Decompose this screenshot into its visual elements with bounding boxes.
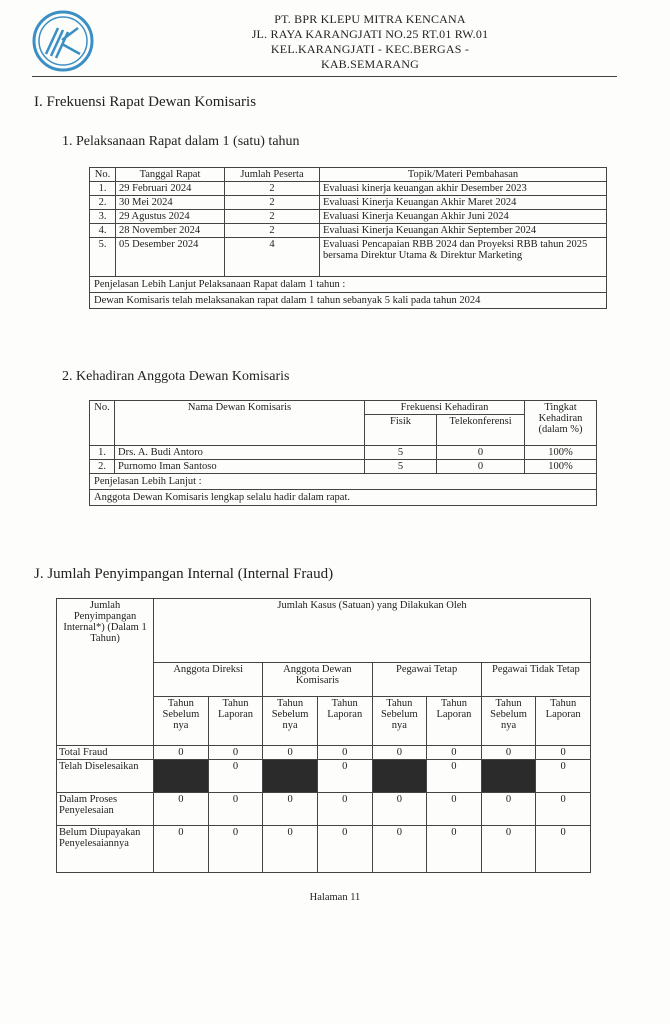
row-count: 2 [225, 210, 320, 224]
note-text: Anggota Dewan Komisaris lengkap selalu hadir dalam rapat. [90, 490, 597, 506]
cell-value: 0 [536, 793, 591, 826]
company-address-2: KEL.KARANGJATI - KEC.BERGAS - [270, 42, 470, 56]
cell-value: 0 [263, 746, 318, 760]
company-header [150, 12, 590, 72]
row-label: Belum Diupayakan Penyelesaiannya [57, 826, 154, 873]
row-physical: 5 [365, 446, 437, 460]
col-header-frequency: Frekuensi Kehadiran [365, 401, 525, 415]
cell-value: 0 [372, 746, 427, 760]
table-row [90, 446, 597, 460]
row-topic: Evaluasi Kinerja Keuangan Akhir Juni 2024 [320, 210, 607, 224]
group-header-komisaris: Anggota Dewan Komisaris [263, 662, 372, 696]
group-header-direksi: Anggota Direksi [154, 662, 263, 696]
row-no: 2. [90, 460, 115, 474]
company-logo-icon [32, 10, 94, 72]
cell-value: 0 [427, 746, 482, 760]
row-label: Telah Diselesaikan [57, 760, 154, 793]
row-date: 29 Agustus 2024 [116, 210, 225, 224]
subsection-2-title: 2. Kehadiran Anggota Dewan Komisaris [62, 369, 290, 384]
cell-value: 0 [536, 826, 591, 873]
sub-header-prev-year: Tahun Sebelum nya [372, 696, 427, 745]
row-date: 29 Februari 2024 [116, 182, 225, 196]
row-topic: Evaluasi kinerja keuangan akhir Desember 2023 [320, 182, 607, 196]
section-i-title: I. Frekuensi Rapat Dewan Komisaris [34, 94, 257, 110]
corner-header: Jumlah Penyimpangan Internal*) (Dalam 1 Tahun) [57, 599, 154, 746]
group-header-pegawai-tidak-tetap: Pegawai Tidak Tetap [481, 662, 590, 696]
subsection-1-title: 1. Pelaksanaan Rapat dalam 1 (satu) tahun [62, 134, 300, 149]
row-percentage: 100% [525, 460, 597, 474]
row-label: Total Fraud [57, 746, 154, 760]
attendance-rate-sublabel: Kehadiran (dalam %) [538, 413, 583, 435]
row-name: Drs. A. Budi Antoro [115, 446, 365, 460]
note-text: Dewan Komisaris telah melaksanakan rapat dalam 1 tahun sebanyak 5 kali pada tahun 2024 [90, 293, 607, 309]
company-address-1: JL. RAYA KARANGJATI NO.25 RT.01 RW.01 [251, 27, 489, 41]
cell-value: 0 [372, 826, 427, 873]
col-header-participants: Jumlah Peserta [225, 168, 320, 182]
row-teleconference: 0 [437, 460, 525, 474]
cell-value: 0 [427, 826, 482, 873]
cell-value: 0 [372, 793, 427, 826]
cell-value: 0 [263, 826, 318, 873]
col-header-physical: Fisik [365, 415, 437, 446]
sub-header-report-year: Tahun Laporan [427, 696, 482, 745]
cell-value: 0 [154, 826, 209, 873]
cell-value: 0 [263, 793, 318, 826]
row-physical: 5 [365, 460, 437, 474]
attendance-rate-label: Tingkat [544, 402, 577, 413]
row-count: 2 [225, 182, 320, 196]
fraud-table [56, 598, 591, 873]
cell-value: 0 [317, 826, 372, 873]
col-header-name: Nama Dewan Komisaris [115, 401, 365, 446]
table-row [57, 826, 591, 873]
cell-value: 0 [481, 826, 536, 873]
col-header-topic: Topik/Materi Pembahasan [320, 168, 607, 182]
row-no: 4. [90, 224, 116, 238]
row-percentage: 100% [525, 446, 597, 460]
table-row [90, 224, 607, 238]
cell-value: 0 [536, 760, 591, 793]
top-header: Jumlah Kasus (Satuan) yang Dilakukan Oleh [154, 599, 591, 663]
row-no: 3. [90, 210, 116, 224]
row-topic: Evaluasi Pencapaian RBB 2024 dan Proyeksi RBB tahun 2025 bersama Direktur Utama & Direktur Marketing [320, 238, 607, 277]
row-no: 2. [90, 196, 116, 210]
attendance-table [89, 400, 597, 506]
cell-value: 0 [427, 793, 482, 826]
cell-value: 0 [317, 793, 372, 826]
section-j-title: J. Jumlah Penyimpangan Internal (Internal Fraud) [34, 566, 334, 582]
group-header-pegawai-tetap: Pegawai Tetap [372, 662, 481, 696]
sub-header-prev-year: Tahun Sebelum nya [154, 696, 209, 745]
cell-value: 0 [317, 760, 372, 793]
row-teleconference: 0 [437, 446, 525, 460]
blacked-out-cell [263, 760, 318, 793]
table-row [57, 760, 591, 793]
meeting-table [89, 167, 607, 309]
table-row [90, 460, 597, 474]
note-label: Penjelasan Lebih Lanjut : [90, 474, 597, 490]
col-header-no: No. [90, 401, 115, 446]
table-row [57, 793, 591, 826]
blacked-out-cell [481, 760, 536, 793]
row-date: 28 November 2024 [116, 224, 225, 238]
col-header-teleconference: Telekonferensi [437, 415, 525, 446]
cell-value: 0 [208, 760, 263, 793]
row-no: 5. [90, 238, 116, 277]
row-count: 2 [225, 196, 320, 210]
row-no: 1. [90, 446, 115, 460]
sub-header-report-year: Tahun Laporan [536, 696, 591, 745]
cell-value: 0 [427, 760, 482, 793]
table-row [90, 238, 607, 277]
header-divider [32, 76, 617, 77]
cell-value: 0 [208, 826, 263, 873]
sub-header-prev-year: Tahun Sebelum nya [263, 696, 318, 745]
row-count: 2 [225, 224, 320, 238]
row-topic: Evaluasi Kinerja Keuangan Akhir September 2024 [320, 224, 607, 238]
blacked-out-cell [154, 760, 209, 793]
cell-value: 0 [208, 746, 263, 760]
col-header-attendance-rate [525, 401, 597, 446]
row-name: Purnomo Iman Santoso [115, 460, 365, 474]
row-date: 05 Desember 2024 [116, 238, 225, 277]
company-address-3: KAB.SEMARANG [320, 57, 420, 71]
table-row [90, 210, 607, 224]
cell-value: 0 [481, 793, 536, 826]
row-topic: Evaluasi Kinerja Keuangan Akhir Maret 2024 [320, 196, 607, 210]
sub-header-report-year: Tahun Laporan [317, 696, 372, 745]
cell-value: 0 [481, 746, 536, 760]
table-row [57, 746, 591, 760]
blacked-out-cell [372, 760, 427, 793]
cell-value: 0 [154, 793, 209, 826]
table-row [90, 182, 607, 196]
company-name: PT. BPR KLEPU MITRA KENCANA [274, 12, 466, 26]
cell-value: 0 [317, 746, 372, 760]
row-no: 1. [90, 182, 116, 196]
col-header-no: No. [90, 168, 116, 182]
sub-header-prev-year: Tahun Sebelum nya [481, 696, 536, 745]
table-row [90, 196, 607, 210]
col-header-date: Tanggal Rapat [116, 168, 225, 182]
row-count: 4 [225, 238, 320, 277]
sub-header-report-year: Tahun Laporan [208, 696, 263, 745]
cell-value: 0 [208, 793, 263, 826]
page-number: Halaman 11 [309, 892, 361, 903]
cell-value: 0 [536, 746, 591, 760]
cell-value: 0 [154, 746, 209, 760]
row-date: 30 Mei 2024 [116, 196, 225, 210]
note-label: Penjelasan Lebih Lanjut Pelaksanaan Rapat dalam 1 tahun : [90, 277, 607, 293]
row-label: Dalam Proses Penyelesaian [57, 793, 154, 826]
